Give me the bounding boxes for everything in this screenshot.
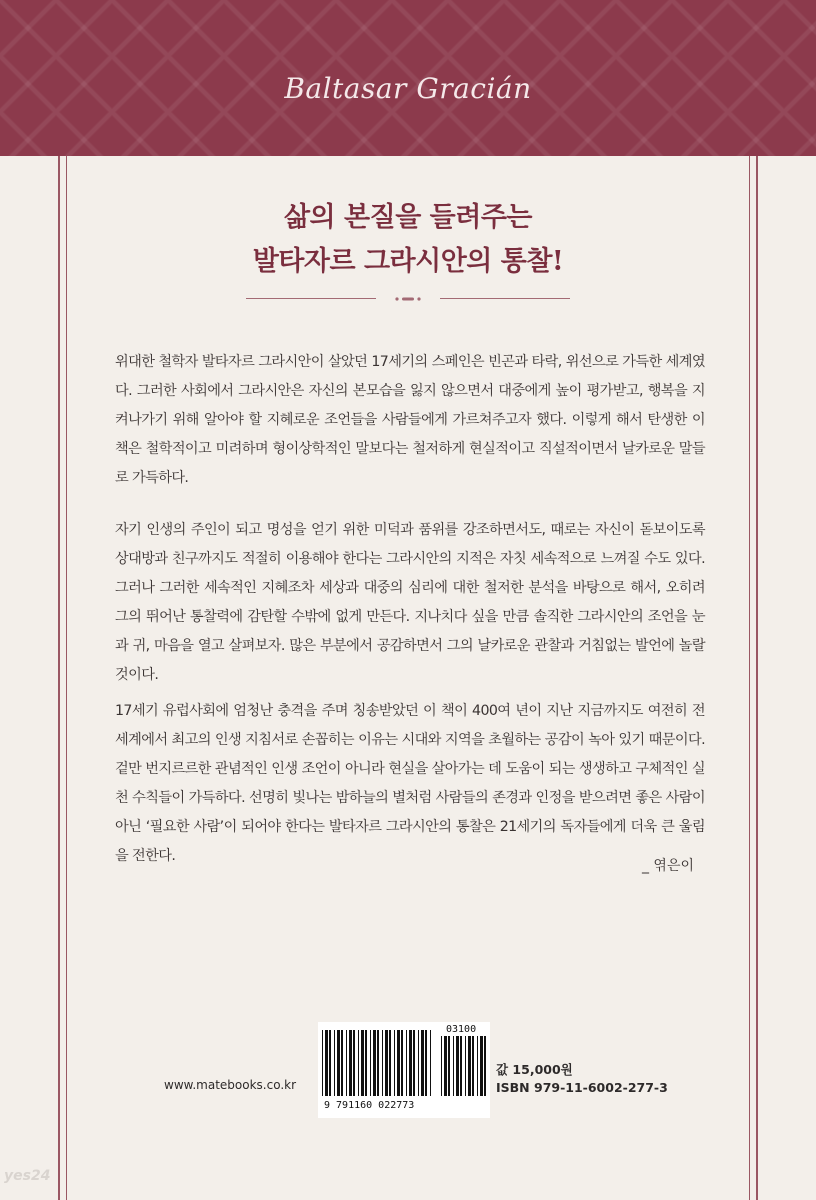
price: 값 15,000원 [496,1062,573,1077]
barcode-bar [334,1030,335,1096]
barcode-bar [349,1030,352,1096]
frame-line-left-inner [66,156,67,1200]
barcode-bar [477,1036,478,1096]
headline-line-2: 발타자르 그라시안의 통찰! [252,246,564,277]
barcode-bar [484,1036,486,1096]
barcode-bar [385,1030,388,1096]
barcode-bar [370,1030,371,1096]
barcode-bar [346,1030,347,1096]
barcode-bar [453,1036,454,1096]
barcode-bar [377,1030,379,1096]
barcode-bar [409,1030,412,1096]
barcode-bar [394,1030,395,1096]
barcode-bar [382,1030,383,1096]
barcode-bar [401,1030,403,1096]
barcode-bar [337,1030,340,1096]
divider-line-left [246,298,376,299]
barcode-bar [413,1030,415,1096]
publisher-website[interactable]: www.matebooks.co.kr [164,1078,297,1092]
barcode-bar [468,1036,471,1096]
paragraph-3: 17세기 유럽사회에 엄청난 충격을 주며 칭송받았던 이 책이 400여 년이 지난 지금까지도 여전히 전 세계에서 최고의 인생 지침서로 손꼽히는 이유는 시대와 지역을 초월하는 공감이 녹아 있기 때문이다. 겉만 번지르르한 관념적인 인생 조언이 아니라 현실을 살아가는 데 도움이 되는 생생하고 구체적인 실천 수칙들이 가득하다. 선명히 빛나는 밤하늘의 별처럼 사람들의 존경과 인정을 받으려면 좋은 사람이 아닌 ‘필요한 사람’이 되어야 한다는 발타자르 그라시안의 통찰은 21세기의 독자들에게 더욱 큰 울림을 전한다. [115,703,705,864]
barcode-bar [480,1036,483,1096]
barcode-bar [406,1030,407,1096]
barcode-bar [441,1036,442,1096]
ornament-icon [394,296,422,302]
isbn: ISBN 979-11-6002-277-3 [496,1080,668,1095]
ornamental-divider [246,296,570,302]
barcode-bar [329,1030,331,1096]
frame-line-left-outer [58,156,60,1200]
barcode-bar [322,1030,323,1096]
editor-signature: _ 엮은이 [641,858,694,874]
barcode-bar [361,1030,364,1096]
barcode-addon-number: 03100 [446,1024,477,1035]
header-band [0,0,816,156]
barcode-bar [425,1030,427,1096]
barcode-bar [460,1036,462,1096]
barcode-bar [448,1036,450,1096]
watermark: yes24 [4,1168,51,1184]
barcode-bar [456,1036,459,1096]
barcode-bar [353,1030,355,1096]
paragraph-1: 위대한 철학자 발타자르 그라시안이 살았던 17세기의 스페인은 빈곤과 타락, 위선으로 가득한 세계였다. 그러한 사회에서 그라시안은 자신의 본모습을 잃지 않으면서 대중에게 높이 평가받고, 행복을 지켜나가기 위해 알아야 할 지혜로운 조언들을 사람들에게 가르쳐주고자 했다. 이렇게 해서 탄생한 이 책은 철학적이고 미려하며 형이상학적인 말보다는 철저하게 현실적이고 직설적이면서 날카로운 말들로 가득하다. [115,354,705,486]
barcode-bar [397,1030,400,1096]
barcode-addon-bars [441,1036,487,1096]
barcode-bar [325,1030,328,1096]
barcode-bar [430,1030,431,1096]
paragraph-2: 자기 인생의 주인이 되고 명성을 얻기 위한 미덕과 품위를 강조하면서도, 때로는 자신이 돋보이도록 상대방과 친구까지도 적절히 이용해야 한다는 그라시안의 지적은 자칫 세속적으로 느껴질 수도 있다. 그러나 그러한 세속적인 지혜조차 세상과 대중의 심리에 대한 철저한 분석을 바탕으로 해서, 오히려 그의 뛰어난 통찰력에 감탄할 수밖에 없게 만든다. 지나치다 싶을 만큼 솔직한 그라시안의 조언을 눈과 귀, 마음을 열고 살펴보자. 많은 부분에서 공감하면서 그의 날카로운 관찰과 거침없는 발언에 놀랄 것이다. [115,522,705,683]
barcode [318,1022,490,1118]
barcode-number: 9 791160 022773 [324,1100,415,1111]
headline-line-1: 삶의 본질을 들려주는 [283,202,533,233]
barcode-bar [421,1030,424,1096]
barcode-bars [322,1030,434,1096]
divider-line-right [440,298,570,299]
barcode-bar [389,1030,391,1096]
barcode-bar [365,1030,367,1096]
barcode-bar [465,1036,466,1096]
barcode-bar [418,1030,419,1096]
author-name: Baltasar Gracián [284,72,532,105]
frame-line-right-outer [756,156,758,1200]
frame-line-right-inner [749,156,750,1200]
barcode-bar [444,1036,447,1096]
headline [0,196,816,284]
barcode-bar [358,1030,359,1096]
barcode-bar [472,1036,474,1096]
barcode-bar [373,1030,376,1096]
barcode-bar [341,1030,343,1096]
